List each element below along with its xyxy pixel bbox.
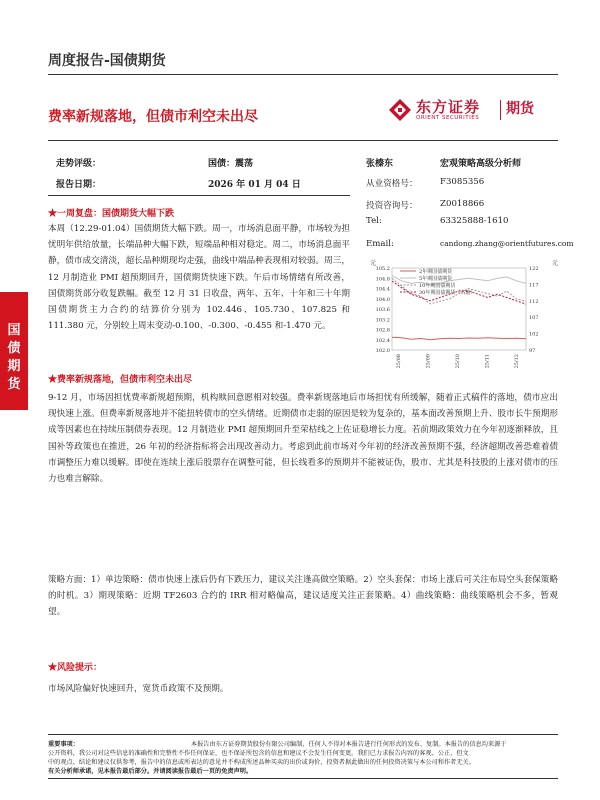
report-date-label: 报告日期：: [56, 180, 102, 190]
y-tick-right-label: 102: [529, 331, 539, 338]
company-logo: [388, 96, 538, 124]
analyst-consult-label: 投资咨询号：: [366, 201, 418, 211]
x-tick-label: 25/11: [484, 354, 491, 369]
series-line: [392, 276, 526, 285]
bond-futures-price-chart: [370, 258, 560, 370]
logo-divider: [500, 100, 501, 120]
meta-rule: [48, 195, 350, 196]
analyst-name: 张榛东: [366, 159, 394, 169]
orient-securities-logo-icon: [388, 98, 412, 122]
legend-label: 5年期国债期货: [419, 276, 453, 282]
section-risk-title: ★风险提示：: [48, 663, 103, 673]
y-tick-left-label: 105.2: [375, 266, 390, 272]
analyst-consult-value: Z0018866: [440, 199, 485, 209]
title-rule: [48, 140, 558, 141]
y-tick-left-label: 102.0: [375, 348, 390, 354]
analyst-tel-value: 63325888-1610: [440, 216, 509, 226]
legend-label: 30年期国债期货（右轴）: [419, 290, 476, 296]
section-fee-rule-body: 9-12 月，市场因担忧费率新规超预期，机构赎回意愿相对较强。费率新规落地后市场担忧有所缓解，随着正式稿件的落地，债市应出现快速上涨。但费率新规落地并不能扭转债市的空头情绪。近期债市走弱的原因是较为复杂的，基本面改善预期上升、股市长牛预期形成等因素也在持续压制债券表现。12 月制造业 PMI 超预期回升至荣枯线之上佐证稳增长力度。若前期政策效力在今年初逐渐释放，且国补等政策也在推进，26 年初的经济指标将会出现改善动力。考虑到此前市场对今年初的经济改善预期不强，经济超期改善恐难着债市调整压力难以缓解。即使在连续上涨后股票存在调整可能，但长线看多的预期并不能被证伪，股市、尤其是科技股的上涨对债市的压力也难言解除。: [48, 393, 558, 485]
legend-label: 2年期国债期货: [419, 269, 453, 275]
y-tick-right-label: 97: [529, 348, 536, 354]
logo-cn-text: 东方证券: [416, 98, 481, 116]
analyst-tel-label: Tel:: [366, 216, 382, 226]
section-fee-rule-title: ★费率新规落地，但债市利空未出尽: [48, 375, 193, 385]
y-axis-right-unit: 元: [552, 260, 559, 267]
report-date-value: 2026 年 01 月 04 日: [208, 180, 301, 190]
sidebar-label: 国债期货: [7, 323, 21, 392]
footer-rule-bottom: [48, 778, 558, 779]
analyst-title: 宏观策略高级分析师: [440, 159, 522, 169]
analyst-license-value: F3085356: [440, 177, 485, 187]
trend-rating-label: 走势评级：: [56, 159, 102, 169]
footer-label: 重要事项：: [48, 741, 79, 748]
y-tick-left-label: 104.4: [375, 286, 390, 293]
section-weekly-review-title: ★一周复盘：国债期货大幅下跌: [48, 209, 175, 219]
legend-label: 10年期国债期货: [419, 283, 456, 289]
x-tick-label: 25/12: [514, 354, 520, 369]
y-axis-left-unit: 元: [370, 260, 377, 267]
section-risk-body: 市场风险偏好快速回升，宽货币政策不及预期。: [48, 684, 229, 694]
document-title: 费率新规落地，但债市利空未出尽: [48, 109, 258, 125]
trend-rating-value: 国债：震荡: [208, 159, 254, 169]
chart-plot-frame: [392, 268, 526, 350]
footer-line4: 有关分析师承诺，见本报告最后部分。并请阅读报告最后一页的免责声明。: [48, 768, 253, 775]
analyst-license-label: 从业资格号：: [366, 179, 418, 189]
x-tick-label: 25/10: [455, 354, 461, 369]
report-header-title: 周度报告-国债期货: [48, 53, 166, 69]
y-tick-right-label: 112: [529, 298, 539, 305]
y-tick-left-label: 104.0: [375, 296, 390, 303]
y-tick-right-label: 122: [529, 266, 539, 272]
y-tick-right-label: 117: [529, 282, 539, 289]
x-tick-label: 25/09: [425, 354, 432, 369]
footer-rule: [48, 734, 558, 735]
footer-notice: [48, 740, 558, 776]
series-line: [392, 337, 526, 340]
analyst-email-label: Email:: [366, 239, 394, 249]
y-tick-left-label: 103.6: [375, 307, 390, 313]
footer-line2: 公开资料，我公司对这些信息的准确性和完整性不作任何保证，也不保证所包含的信息和建议不会发生任何变更。我们已力求报告内容的客观、公正，但文: [48, 750, 469, 757]
logo-sub-text: 期货: [506, 101, 534, 117]
x-tick-label: 25/08: [396, 354, 402, 369]
footer-line3: 中的观点、结论和建议仅供参考，报告中的信息或所表达的意见并不构成所述品种买卖的出价或询价，投资者据此做出的任何投资决策与本公司和作者无关。: [48, 759, 475, 766]
y-tick-right-label: 107: [529, 315, 539, 322]
y-tick-left-label: 104.8: [375, 276, 390, 283]
header-rule: [48, 74, 558, 75]
y-tick-left-label: 102.4: [375, 337, 390, 344]
y-tick-left-label: 103.2: [375, 317, 390, 324]
y-tick-left-label: 102.8: [375, 327, 390, 334]
footer-line1: 本报告由东方证券期货股份有限公司编制，任何人不得对本报告进行任何形式的发布、复制。本报告的信息均来源于: [190, 741, 507, 748]
logo-en-text: ORIENT SECURITIES: [416, 115, 480, 121]
section-strategy-body: 策略方面：1）单边策略：债市快速上涨后仍有下跌压力，建议关注逢高做空策略。2）空头套保：市场上涨后可关注布局空头套保策略的时机。3）期现策略：近期 TF2603 合约的 IRR 相对略偏高，建议适度关注正套策略。4）曲线策略：曲线策略机会不多，暂观望。: [48, 575, 558, 618]
sidebar-category-tab: [0, 292, 28, 410]
analyst-email-value[interactable]: candong.zhang@orientfutures.com: [440, 239, 574, 248]
section-weekly-review-body: 本周（12.29-01.04）国债期货大幅下跌。周一，市场消息面平静，市场较为担忧明年供给放量，长端品种大幅下跌，短端品种相对稳定。周二，市场消息面平静，债市成交清淡，超长品种期现均走强，曲线中端品种表现相对较弱。周三，12 月制造业 PMI 超预期回升，国债期货快速下跌。午后市场情绪有所改善，国债期货部分收复跌幅。截至 12 月 31 日收盘，两年、五年、十年和三十年期国债期货主力合约的结算价分别为 102.446、105.730、107.825 和 111.380 元，分别较上周末变动-0.100、-0.300、-0.455 和-1.470 元。: [48, 224, 350, 332]
